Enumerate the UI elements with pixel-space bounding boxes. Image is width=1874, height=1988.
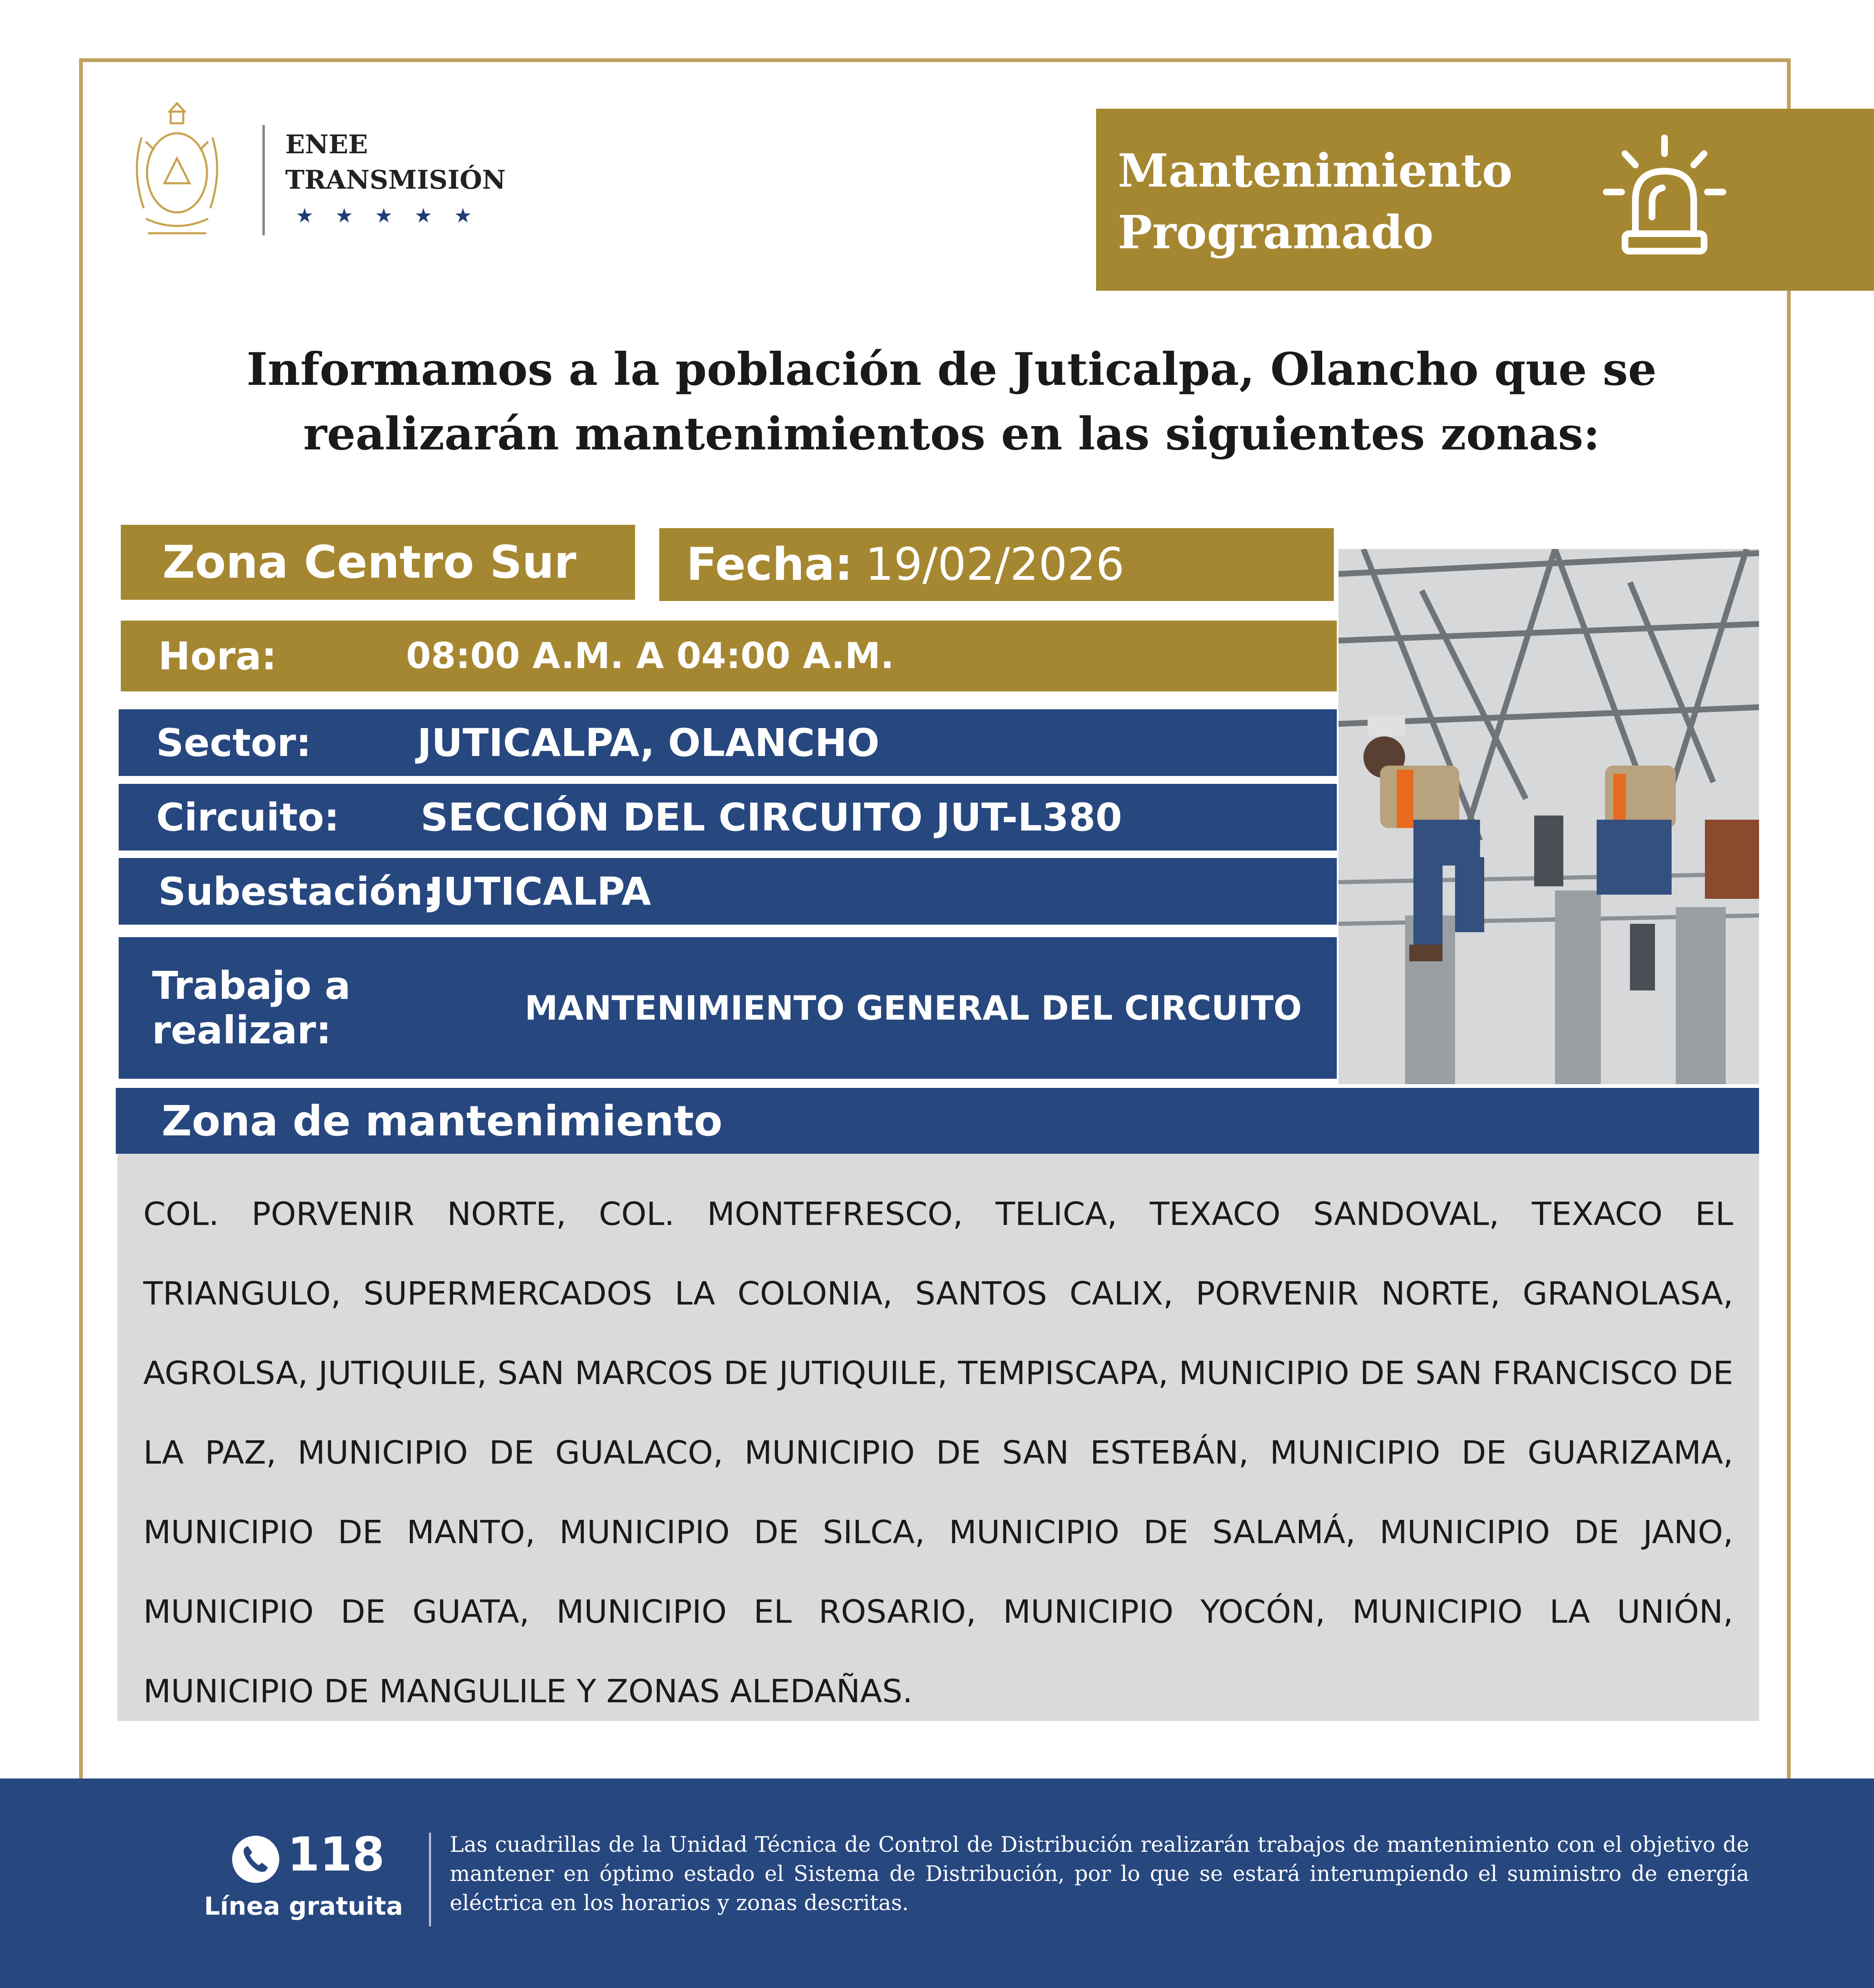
- hour-bar: [121, 621, 1337, 691]
- hour-value: 08:00 A.M. A 04:00 A.M.: [406, 635, 894, 677]
- phone-icon: [231, 1835, 280, 1884]
- work-label: Trabajo a realizar:: [152, 963, 351, 1053]
- footer-disclaimer: Las cuadrillas de la Unidad Técnica de Control de Distribución realizarán trabajos de mantenimiento con el objetivo de mantener en óptimo estado el Sistema de Distribución, por lo que se estará interumpiendo el suministro de energía eléctrica en los horarios y zonas descritas.: [450, 1833, 1749, 1916]
- zone-bar: [121, 525, 635, 600]
- circuit-label: Circuito:: [156, 795, 339, 840]
- zone-section-heading: [116, 1088, 1759, 1154]
- hotline-number: 118: [287, 1828, 385, 1882]
- footer: [0, 1778, 1874, 1988]
- intro-heading: [108, 337, 1795, 466]
- footer-divider: [429, 1833, 431, 1926]
- circuit-bar: [119, 784, 1337, 851]
- date-bar: [659, 528, 1334, 601]
- zone-section-title: Zona de mantenimiento: [162, 1096, 723, 1145]
- intro-line2: realizarán mantenimientos en las siguientes zonas:: [303, 408, 1600, 460]
- circuit-value: SECCIÓN DEL CIRCUITO JUT-L380: [421, 795, 1122, 840]
- notice-title-line2: Programado: [1118, 205, 1434, 259]
- intro-line1: Informamos a la población de Juticalpa, Olancho que se: [247, 343, 1657, 396]
- zone-areas-text: COL. PORVENIR NORTE, COL. MONTEFRESCO, TELICA, TEXACO SANDOVAL, TEXACO EL TRIANGULO, SUPERMERCADOS LA COLONIA, SANTOS CALIX, PORVENIR NORTE, GRANOLASA, AGROLSA, JUTIQUILE, SAN MARCOS DE JUTIQUILE, TEMPISCAPA, MUNICIPIO DE SAN FRANCISCO DE LA PAZ, MUNICIPIO DE GUALACO, MUNICIPIO DE SAN ESTEBÁN, MUNICIPIO DE GUARIZAMA, MUNICIPIO DE MANTO, MUNICIPIO DE SILCA, MUNICIPIO DE SALAMÁ, MUNICIPIO DE JANO, MUNICIPIO DE GUATA, MUNICIPIO EL ROSARIO, MUNICIPIO YOCÓN, MUNICIPIO LA UNIÓN, MUNICIPIO DE MANGULILE Y ZONAS ALEDAÑAS.: [143, 1196, 1733, 1710]
- substation-value: JUTICALPA: [429, 869, 651, 914]
- sector-label: Sector:: [156, 720, 312, 765]
- substation-bar: [119, 858, 1337, 925]
- notice-title-line1: Mantenimiento: [1118, 144, 1513, 197]
- brand-stars: ★★★★★: [296, 204, 494, 227]
- coat-of-arms-logo: [129, 100, 225, 250]
- zone-name: Zona Centro Sur: [162, 536, 576, 589]
- sector-bar: [119, 709, 1337, 776]
- notice-title: [1118, 140, 1513, 263]
- zone-areas-panel: [117, 1154, 1759, 1721]
- date-label: Fecha:: [686, 539, 853, 591]
- hour-label: Hora:: [158, 634, 277, 678]
- brand-name-line1: ENEE: [285, 129, 368, 160]
- substation-label: Subestación:: [158, 869, 439, 914]
- lineworkers-tower-photo: [1338, 549, 1759, 1084]
- work-bar: [119, 937, 1337, 1079]
- work-value: MANTENIMIENTO GENERAL DEL CIRCUITO: [525, 988, 1302, 1028]
- date-value: 19/02/2026: [865, 539, 1125, 591]
- sector-value: JUTICALPA, OLANCHO: [417, 720, 880, 765]
- hotline-label: Línea gratuita: [204, 1892, 403, 1921]
- logo-divider: [262, 125, 265, 235]
- brand-name-line2: TRANSMISIÓN: [285, 165, 506, 195]
- notice-badge: [1096, 109, 1874, 291]
- siren-alarm-icon: [1596, 130, 1733, 267]
